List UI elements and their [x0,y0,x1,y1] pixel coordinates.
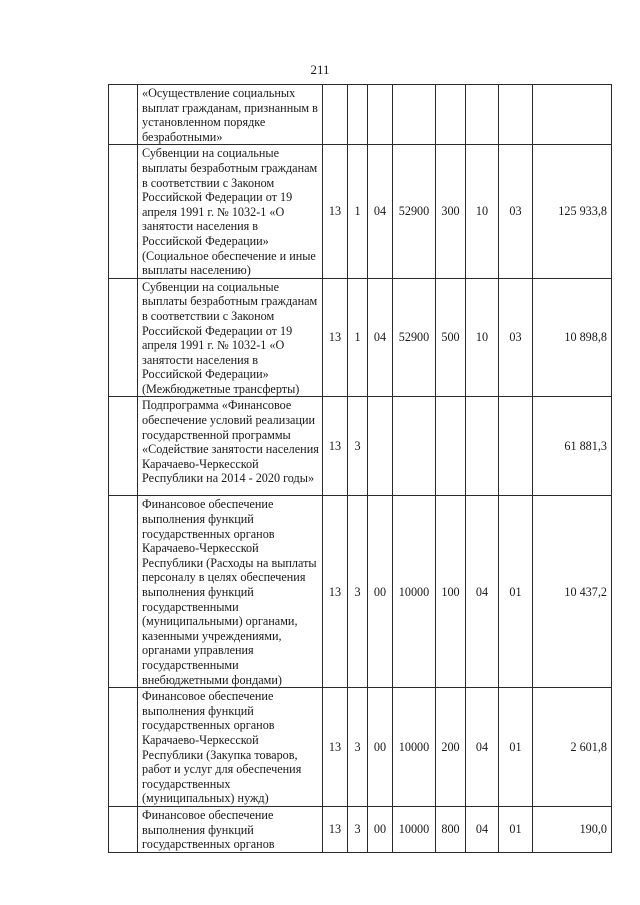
code-cell-6: 04 [466,496,499,688]
code-cell-4: 52900 [393,145,436,278]
code-cell-1: 13 [323,278,348,397]
row-description: Финансовое обеспечение выполнения функций государственных органов Карачаево-Черкесской Республики (Закупка товаров, работ и услуг для обеспечения государственных (муниципальных) нужд) [138,688,323,807]
code-cell-4: 52900 [393,278,436,397]
code-cell-5: 100 [436,496,466,688]
code-cell-7: 01 [499,496,533,688]
table-row [109,85,612,145]
code-cell-6: 10 [466,145,499,278]
code-cell-7 [499,85,533,145]
code-cell-6: 04 [466,688,499,807]
code-cell-6 [466,85,499,145]
code-cell-7: 01 [499,806,533,852]
amount-cell: 190,0 [533,806,612,852]
code-cell-2: 3 [348,806,368,852]
code-cell-7: 01 [499,688,533,807]
row-description: Финансовое обеспечение выполнения функций государственных органов [138,806,323,852]
code-cell-5 [436,85,466,145]
code-cell-4: 10000 [393,496,436,688]
code-cell-1 [323,85,348,145]
amount-cell: 10 437,2 [533,496,612,688]
code-cell-5: 800 [436,806,466,852]
table-row [109,145,612,278]
blank-cell [109,85,138,145]
table-row [109,278,612,397]
code-cell-1: 13 [323,145,348,278]
row-description: Субвенции на социальные выплаты безработным гражданам в соответствии с Законом Российской Федерации от 19 апреля 1991 г. № 1032-1 «О занятости населения в Российской Федерации» (Социальное обеспечение и иные выплаты населению) [138,145,323,278]
row-description: «Осуществление социальных выплат гражданам, признанным в установленном порядке безработными» [138,85,323,145]
code-cell-3: 00 [368,688,393,807]
code-cell-1: 13 [323,806,348,852]
code-cell-1: 13 [323,496,348,688]
row-description: Субвенции на социальные выплаты безработным гражданам в соответствии с Законом Российской Федерации от 19 апреля 1991 г. № 1032-1 «О занятости населения в Российской Федерации» (Межбюджетные трансферты) [138,278,323,397]
amount-cell [533,85,612,145]
blank-cell [109,688,138,807]
code-cell-3: 00 [368,496,393,688]
table-row [109,397,612,496]
code-cell-6: 04 [466,806,499,852]
code-cell-6: 10 [466,278,499,397]
code-cell-3: 04 [368,278,393,397]
page-number: 211 [310,62,330,77]
table-row [109,688,612,807]
code-cell-5: 300 [436,145,466,278]
amount-cell: 61 881,3 [533,397,612,496]
code-cell-3: 00 [368,806,393,852]
code-cell-3 [368,85,393,145]
code-cell-4 [393,85,436,145]
table-row [109,496,612,688]
code-cell-1: 13 [323,688,348,807]
code-cell-2 [348,85,368,145]
code-cell-5 [436,397,466,496]
row-description: Финансовое обеспечение выполнения функций государственных органов Карачаево-Черкесской Республики (Расходы на выплаты персоналу в целях обеспечения выполнения функций государственными (муниципальными) органами, казенными учреждениями, органами управления государственными внебюджетными фондами) [138,496,323,688]
code-cell-2: 3 [348,688,368,807]
code-cell-5: 200 [436,688,466,807]
amount-cell: 125 933,8 [533,145,612,278]
blank-cell [109,496,138,688]
blank-cell [109,397,138,496]
code-cell-3: 04 [368,145,393,278]
code-cell-1: 13 [323,397,348,496]
code-cell-4 [393,397,436,496]
budget-table [108,84,612,853]
code-cell-7: 03 [499,278,533,397]
blank-cell [109,278,138,397]
code-cell-7: 03 [499,145,533,278]
table-row [109,806,612,852]
code-cell-2: 1 [348,278,368,397]
blank-cell [109,145,138,278]
code-cell-4: 10000 [393,806,436,852]
code-cell-7 [499,397,533,496]
code-cell-5: 500 [436,278,466,397]
amount-cell: 2 601,8 [533,688,612,807]
code-cell-2: 1 [348,145,368,278]
row-description: Подпрограмма «Финансовое обеспечение условий реализации государственной программы «Содействие занятости населения Карачаево-Черкесской Республики на 2014 - 2020 годы» [138,397,323,496]
code-cell-6 [466,397,499,496]
amount-cell: 10 898,8 [533,278,612,397]
code-cell-3 [368,397,393,496]
code-cell-2: 3 [348,397,368,496]
blank-cell [109,806,138,852]
code-cell-4: 10000 [393,688,436,807]
code-cell-2: 3 [348,496,368,688]
